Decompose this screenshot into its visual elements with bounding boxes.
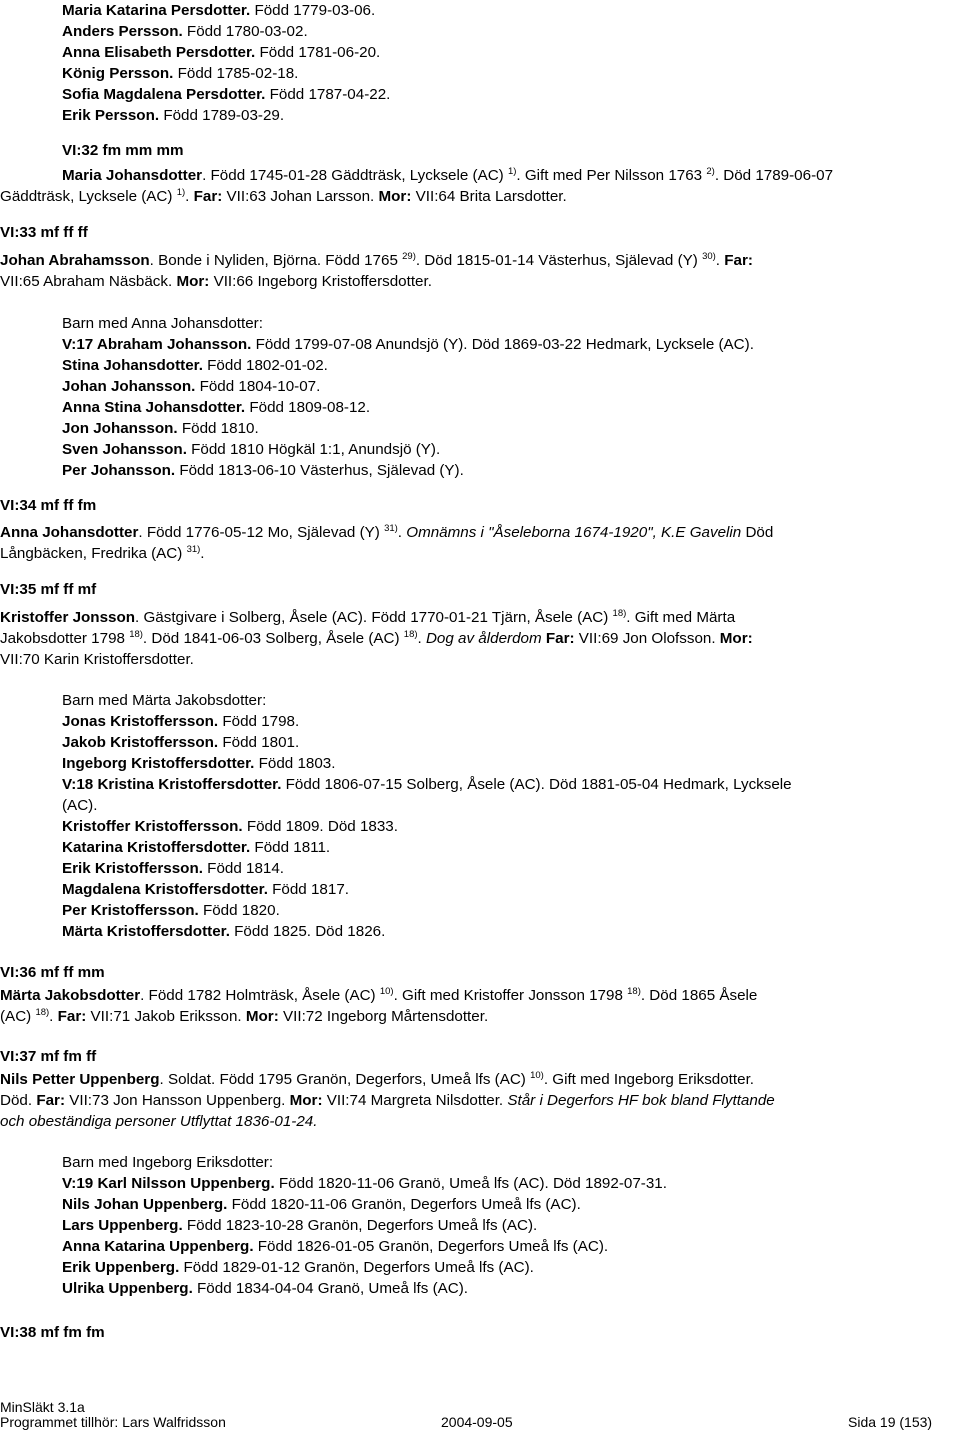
footnote-ref: 29) <box>402 251 416 262</box>
text-span: . Soldat. Född 1795 Granön, Degerfors, Umeå lfs (AC) <box>159 1071 531 1088</box>
text-span: . Född 1745-01-28 Gäddträsk, Lycksele (AC) <box>202 167 508 184</box>
text-span: VII:66 Ingeborg Kristoffersdotter. <box>209 273 432 290</box>
text-span: . <box>715 252 725 269</box>
text-span: (AC). <box>62 797 98 814</box>
text-span: Född 1789-03-29. <box>159 107 285 124</box>
text-span: Född 1817. <box>267 881 349 898</box>
text-line <box>0 1324 105 1342</box>
text-line <box>0 224 88 242</box>
bold-text: Erik Uppenberg. <box>62 1259 180 1276</box>
text-span: Född 1785-02-18. <box>173 65 299 82</box>
bold-text: Magdalena Kristoffersdotter. <box>62 881 268 898</box>
text-line <box>0 1008 488 1026</box>
text-line <box>62 65 298 83</box>
bold-text: Far: <box>193 188 223 205</box>
text-span: Född 1779-03-06. <box>250 2 376 19</box>
text-span: . Född 1782 Holmträsk, Åsele (AC) <box>140 987 380 1004</box>
text-span: . Gift med Kristoffer Jonsson 1798 <box>393 987 628 1004</box>
text-span: Född 1780-03-02. <box>182 23 308 40</box>
footnote-ref: 18) <box>403 629 418 640</box>
text-line <box>62 839 330 857</box>
text-line <box>62 734 299 752</box>
bold-text: Mor: <box>719 630 753 647</box>
text-line <box>62 692 266 710</box>
text-line <box>62 23 308 41</box>
text-span: . Bonde i Nyliden, Björna. Född 1765 <box>149 252 403 269</box>
text-span: VII:70 Karin Kristoffersdotter. <box>0 651 194 668</box>
text-span: Död <box>741 524 774 541</box>
text-span: Född 1820-11-06 Granö, Umeå lfs (AC). Död 1892-07-31. <box>274 1175 667 1192</box>
bold-text: Jon Johansson. <box>62 420 178 437</box>
text-line <box>62 1259 534 1277</box>
bold-text: Nils Petter Uppenberg <box>0 1071 160 1088</box>
italic-text: Står i Degerfors HF bok bland Flyttande <box>507 1092 775 1109</box>
bold-text: Anna Elisabeth Persdotter. <box>62 44 256 61</box>
bold-text: Nils Johan Uppenberg. <box>62 1196 228 1213</box>
text-span: . <box>397 524 407 541</box>
bold-text: V:18 Kristina Kristoffersdotter. <box>62 776 282 793</box>
text-span: Född 1809-08-12. <box>245 399 371 416</box>
text-span: Född 1826-01-05 Granön, Degerfors Umeå lfs (AC). <box>253 1238 609 1255</box>
text-line <box>62 2 375 20</box>
footnote-ref: 31) <box>186 544 201 555</box>
text-line <box>0 1113 317 1131</box>
text-span: . Död 1789-06-07 <box>714 167 834 184</box>
text-span: (AC) <box>0 1008 36 1025</box>
bold-text: Maria Johansdotter <box>62 167 203 184</box>
footnote-ref: 18) <box>35 1007 50 1018</box>
text-line <box>62 1238 608 1256</box>
text-span: Född 1798. <box>218 713 300 730</box>
text-span: . Död 1865 Åsele <box>640 987 758 1004</box>
bold-text: Kristoffer Kristoffersson. <box>62 818 243 835</box>
text-line <box>62 420 259 438</box>
text-line <box>0 630 753 648</box>
bold-text: Anna Johansdotter <box>0 524 139 541</box>
text-line <box>62 336 754 354</box>
bold-text: Jonas Kristoffersson. <box>62 713 219 730</box>
text-span: . Död 1815-01-14 Västerhus, Själevad (Y) <box>415 252 703 269</box>
text-line <box>62 776 792 794</box>
italic-text: och obeständiga personer Utflyttat 1836-01-24. <box>0 1113 318 1130</box>
text-line <box>62 462 464 480</box>
bold-text: Katarina Kristoffersdotter. <box>62 839 251 856</box>
text-span: Född 1829-01-12 Granön, Degerfors Umeå lfs (AC). <box>179 1259 534 1276</box>
bold-text: Jakob Kristoffersson. <box>62 734 219 751</box>
text-line <box>62 818 398 836</box>
bold-text: Maria Katarina Persdotter. <box>62 2 251 19</box>
text-line <box>62 713 299 731</box>
footer-date: 2004-09-05 <box>441 1414 513 1430</box>
text-line <box>62 86 390 104</box>
text-line <box>62 881 349 899</box>
text-span: Född 1801. <box>218 734 300 751</box>
bold-text: Anders Persson. <box>62 23 183 40</box>
bold-text: Anna Katarina Uppenberg. <box>62 1238 254 1255</box>
text-span: Född 1825. Död 1826. <box>229 923 386 940</box>
bold-text: Far: <box>57 1008 87 1025</box>
text-line <box>0 609 735 627</box>
text-span: VII:63 Johan Larsson. <box>222 188 379 205</box>
text-span: . <box>185 188 194 205</box>
text-line <box>0 987 757 1005</box>
text-span: Född 1802-01-02. <box>202 357 328 374</box>
text-span: . Gift med Per Nilsson 1763 <box>516 167 707 184</box>
text-line <box>62 1154 273 1172</box>
text-span: Barn med Märta Jakobsdotter: <box>62 692 267 709</box>
bold-text: Far: <box>36 1092 66 1109</box>
text-line <box>62 44 380 62</box>
bold-text: Per Johansson. <box>62 462 176 479</box>
bold-text: Ulrika Uppenberg. <box>62 1280 193 1297</box>
bold-text: Erik Kristoffersson. <box>62 860 203 877</box>
footnote-ref: 18) <box>129 629 143 640</box>
text-span: Född 1834-04-04 Granö, Umeå lfs (AC). <box>192 1280 468 1297</box>
bold-text: Far: <box>545 630 575 647</box>
text-span: Född 1811. <box>250 839 331 856</box>
text-span: Född 1803. <box>254 755 336 772</box>
bold-text: Erik Persson. <box>62 107 160 124</box>
text-line <box>0 651 194 669</box>
text-span: . Död 1841-06-03 Solberg, Åsele (AC) <box>142 630 404 647</box>
bold-text: Sven Johansson. <box>62 441 187 458</box>
bold-text: Sofia Magdalena Persdotter. <box>62 86 266 103</box>
text-line <box>62 399 370 417</box>
bold-text: VI:37 mf fm ff <box>0 1048 97 1065</box>
bold-text: VI:33 mf ff ff <box>0 224 88 241</box>
text-line <box>62 1196 581 1214</box>
footnote-ref: 2) <box>706 166 715 177</box>
text-span: VII:65 Abraham Näsbäck. <box>0 273 177 290</box>
bold-text: Far: <box>724 252 753 269</box>
text-line <box>62 107 284 125</box>
bold-text: VI:36 mf ff mm <box>0 964 105 981</box>
text-line <box>0 1092 775 1110</box>
text-span: . Född 1776-05-12 Mo, Själevad (Y) <box>138 524 385 541</box>
bold-text: Anna Stina Johansdotter. <box>62 399 246 416</box>
text-span: VII:64 Brita Larsdotter. <box>411 188 567 205</box>
text-span: Född 1813-06-10 Västerhus, Själevad (Y). <box>175 462 464 479</box>
text-span: Född 1804-10-07. <box>195 378 321 395</box>
text-span: Född 1810. <box>177 420 259 437</box>
text-span: Född 1809. Död 1833. <box>242 818 398 835</box>
text-span: Född 1799-07-08 Anundsjö (Y). Död 1869-03-22 Hedmark, Lycksele (AC). <box>251 336 754 353</box>
text-span: . <box>200 545 205 562</box>
bold-text: Mor: <box>176 273 210 290</box>
footer-owner: Programmet tillhör: Lars Walfridsson <box>0 1414 226 1430</box>
text-line <box>0 188 567 206</box>
text-line <box>0 1048 96 1066</box>
text-span: Född 1814. <box>202 860 285 877</box>
text-line <box>62 1175 667 1193</box>
footnote-ref: 10) <box>530 1070 544 1081</box>
text-span: Född 1781-06-20. <box>255 44 381 61</box>
bold-text: Märta Kristoffersdotter. <box>62 923 230 940</box>
text-line <box>62 1280 468 1298</box>
text-span: VII:72 Ingeborg Mårtensdotter. <box>278 1008 489 1025</box>
text-span: . <box>49 1008 58 1025</box>
bold-text: Stina Johansdotter. <box>62 357 203 374</box>
bold-text: Mor: <box>245 1008 279 1025</box>
text-span: Född 1820-11-06 Granön, Degerfors Umeå lfs (AC). <box>227 1196 581 1213</box>
text-line <box>0 497 96 515</box>
bold-text: Ingeborg Kristoffersdotter. <box>62 755 255 772</box>
text-line <box>62 441 440 459</box>
bold-text: VI:35 mf ff mf <box>0 581 97 598</box>
text-span: Jakobsdotter 1798 <box>0 630 130 647</box>
text-line <box>0 524 773 542</box>
text-span: VII:69 Jon Olofsson. <box>574 630 720 647</box>
footnote-ref: 10) <box>379 986 394 997</box>
text-line <box>62 755 335 773</box>
bold-text: Johan Abrahamsson <box>0 252 150 269</box>
text-span: Född 1806-07-15 Solberg, Åsele (AC). Död 1881-05-04 Hedmark, Lycksele <box>281 776 792 793</box>
footnote-ref: 18) <box>627 986 641 997</box>
bold-text: V:19 Karl Nilsson Uppenberg. <box>62 1175 275 1192</box>
bold-text: König Persson. <box>62 65 174 82</box>
text-line <box>62 167 833 185</box>
bold-text: Per Kristoffersson. <box>62 902 199 919</box>
bold-text: VI:38 mf fm fm <box>0 1324 105 1341</box>
text-line <box>62 923 385 941</box>
italic-text: Dog av ålderdom <box>425 630 542 647</box>
text-span: Död. <box>0 1092 37 1109</box>
text-span: . <box>417 630 426 647</box>
text-line <box>0 964 105 982</box>
bold-text: Kristoffer Jonsson <box>0 609 136 626</box>
footer-page-number: Sida 19 (153) <box>848 1414 933 1430</box>
footnote-ref: 1) <box>507 166 517 177</box>
text-span: . Gästgivare i Solberg, Åsele (AC). Född 1770-01-21 Tjärn, Åsele (AC) <box>135 609 613 626</box>
footnote-ref: 18) <box>612 608 627 619</box>
bold-text: VI:34 mf ff fm <box>0 497 97 514</box>
text-line <box>0 1071 754 1089</box>
text-span: Född 1820. <box>198 902 280 919</box>
bold-text: Johan Johansson. <box>62 378 196 395</box>
bold-text: V:17 Abraham Johansson. <box>62 336 252 353</box>
text-span: Gäddträsk, Lycksele (AC) <box>0 188 177 205</box>
text-span: VII:73 Jon Hansson Uppenberg. <box>65 1092 290 1109</box>
bold-text: Mor: <box>289 1092 323 1109</box>
text-line <box>62 797 97 815</box>
text-line <box>62 1217 537 1235</box>
footnote-ref: 1) <box>176 187 186 198</box>
bold-text: Lars Uppenberg. <box>62 1217 183 1234</box>
bold-text: Märta Jakobsdotter <box>0 987 141 1004</box>
text-line <box>62 315 263 333</box>
text-line <box>0 273 432 291</box>
text-span: Långbäcken, Fredrika (AC) <box>0 545 187 562</box>
text-line <box>0 252 753 270</box>
footnote-ref: 31) <box>384 523 398 534</box>
bold-text: VI:32 fm mm mm <box>62 142 184 159</box>
footer-program: MinSläkt 3.1a <box>0 1399 85 1415</box>
text-span: Barn med Anna Johansdotter: <box>62 315 263 332</box>
text-line <box>62 860 284 878</box>
text-line <box>0 581 96 599</box>
text-span: Född 1810 Högkäl 1:1, Anundsjö (Y). <box>186 441 441 458</box>
italic-text: Omnämns i "Åseleborna 1674-1920", K.E Gavelin <box>406 524 742 541</box>
text-span: Född 1787-04-22. <box>265 86 391 103</box>
footnote-ref: 30) <box>702 251 716 262</box>
text-line <box>62 357 328 375</box>
text-line <box>62 142 184 160</box>
text-span: . Gift med Ingeborg Eriksdotter. <box>543 1071 755 1088</box>
text-line <box>62 378 320 396</box>
text-span: Född 1823-10-28 Granön, Degerfors Umeå lfs (AC). <box>182 1217 538 1234</box>
text-span: Barn med Ingeborg Eriksdotter: <box>62 1154 274 1171</box>
text-span: . Gift med Märta <box>626 609 736 626</box>
bold-text: Mor: <box>378 188 412 205</box>
text-span: VII:71 Jakob Eriksson. <box>86 1008 246 1025</box>
text-line <box>62 902 280 920</box>
text-span: VII:74 Margreta Nilsdotter. <box>322 1092 508 1109</box>
text-line <box>0 545 205 563</box>
